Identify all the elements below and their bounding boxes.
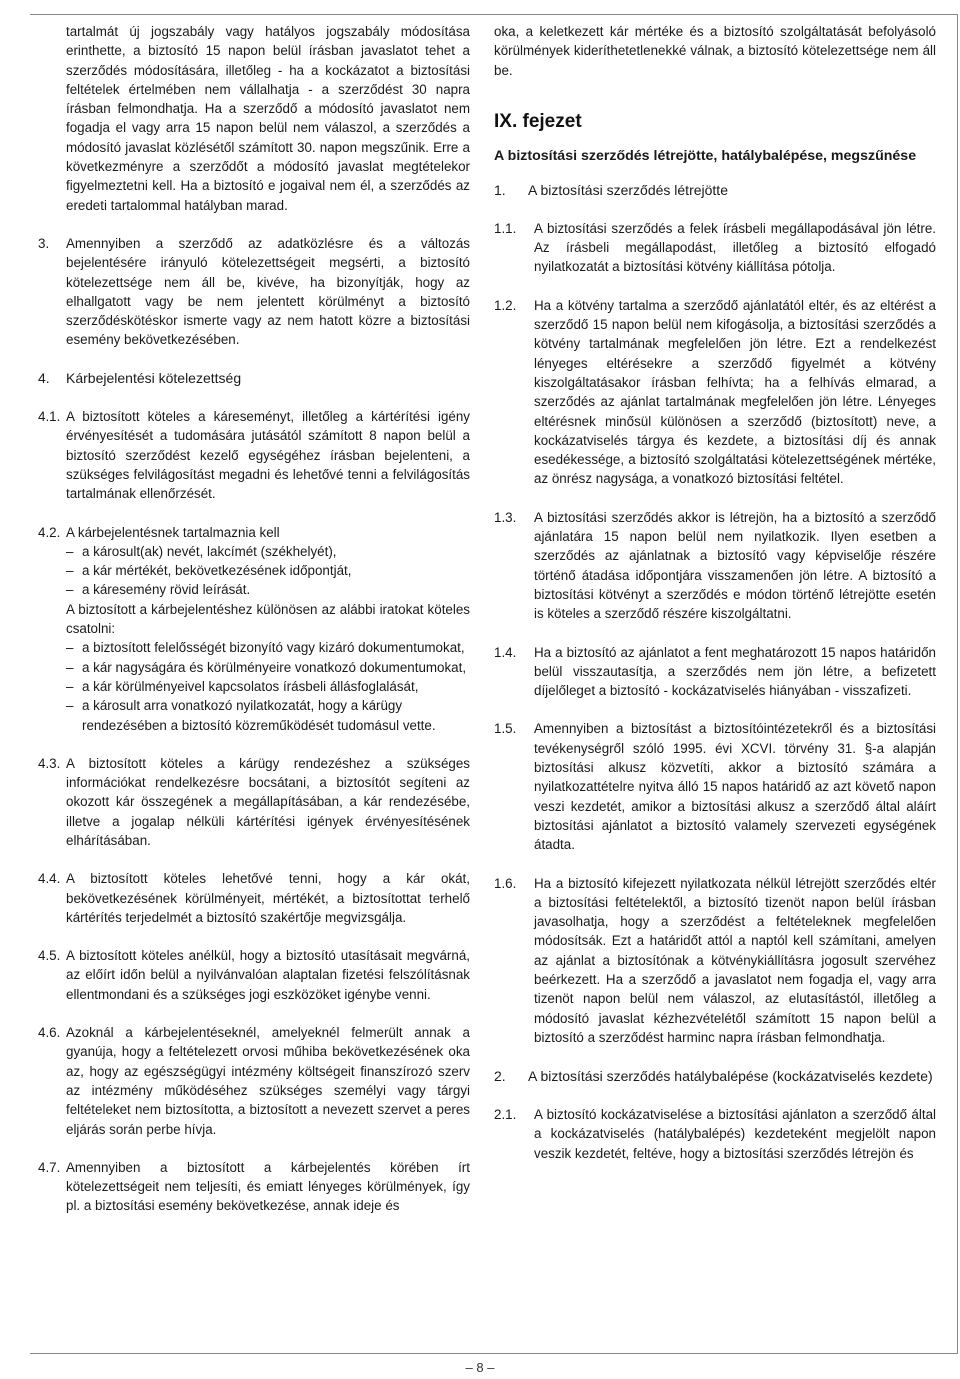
paragraph-4-6: [38, 1023, 470, 1139]
paragraph-text: A biztosító kockázatviselése a biztosítási ajánlaton a szerződő által a kockázatviselés (hatálybalépés) kezdeteként megjelölt napon veszik kezdetét, feltéve, hogy a biztosítási szerződés létrejön és: [534, 1107, 936, 1161]
right-column: [494, 22, 936, 1163]
paragraph-intro-right: oka, a keletkezett kár mértéke és a biztosító szolgáltatását befolyásoló körülmények kideríthetetlenekké válnak, a biztosító kötelezettsége nem áll be.: [494, 24, 936, 78]
page-number: – 8 –: [465, 1360, 495, 1375]
paragraph-number: 4.5.: [38, 948, 61, 964]
list-item: – a kár mértékét, bekövetkezésének időpontját,: [38, 561, 470, 580]
paragraph-text: Ha a biztosító kifejezett nyilatkozata nélkül létrejött szerződés eltér a biztosítási feltételektől, a biztosító tizenöt napon belül írásban javasolhatja, hogy a szerződést a feltételeknek megfelelően módosítsák. Ezt a határidőt attól a naptól kell számítani, amelyen az ajánlat a biztosítónak a kötvénykiállításra jogosult szervéhez beérkezett. Ha a szerződő a javaslatot nem fogadja el, vagy arra tizenöt napon belül nem válaszol, az elutasítástól, illetőleg a módosító javaslat kézhezvételétől számított 15 napon belül a biztosító a szerződést harminc napra írásban felmondhatja.: [534, 875, 936, 1045]
paragraph-text: A biztosított köteles anélkül, hogy a biztosító utasításait megvárná, az előírt időn belül a nyilvánvalóan alaptalan fizetési felszólításnak ellentmondani és a szükséges jogi eszközöket igénybe venni.: [66, 948, 470, 1002]
paragraph-text: Amennyiben a biztosítást a biztosítóintézetekről és a biztosítási tevékenységről szóló 1995. évi XCVI. törvény 31. §-a alapján biztosítási alkusz közvetíti, akkor a biztosító számára a nyilatkozattételre nyitva álló 15 napos határidő az azt követő napon veszi kezdetét, amikor a biztosítási alkusz a szerződő által aláírt biztosítási ajánlatot a biztosító valamely szervezeti egységének átadta.: [534, 721, 936, 853]
paragraph-3: [38, 234, 470, 350]
paragraph-1-5: [494, 719, 936, 854]
paragraph-number: 1.4.: [494, 644, 517, 660]
section-title: A biztosítási szerződés létrejötte: [528, 181, 728, 198]
section-number: 4.: [38, 369, 50, 386]
paragraph-text: Ha a biztosító az ajánlatot a fent meghatározott 15 napos határidőn belül visszautasítja, a szerződés nem jön létre, a befizetett díjelőleget a biztosító - kockázatviselés hiányában - visszafizeti.: [534, 644, 936, 699]
section-title: Kárbejelentési kötelezettség: [66, 369, 242, 386]
paragraph-4-2: [38, 523, 470, 542]
left-column: [38, 22, 470, 1216]
paragraph-1-2: [494, 296, 936, 489]
list-item: – a káresemény rövid leírását.: [38, 580, 470, 599]
paragraph-number: 1.5.: [494, 721, 517, 737]
paragraph-number: 2.1.: [494, 1107, 517, 1123]
section-number: 2.: [494, 1068, 506, 1085]
section-number: 1.: [494, 181, 506, 198]
paragraph-number: 4.7.: [38, 1159, 61, 1175]
list-item: – a kár nagyságára és körülményeire vonatkozó dokumentumokat,: [38, 658, 470, 677]
paragraph-text: Azoknál a kárbejelentéseknél, amelyeknél felmerült annak a gyanúja, hogy a feltételezett orvosi műhiba bekövetkezésének oka az, hogy az egészségügyi intézmény költségeit finanszírozó szerv az intézmény működéséhez szükséges személyi vagy tárgyi feltételeket nem biztosította, a biztosított a nevezett szervet a peres eljárás során perbe hívja.: [66, 1025, 470, 1137]
paragraph-text: A biztosítási szerződés akkor is létrejön, ha a biztosító a szerződő ajánlatára 15 napon belül nem nyilatkozik. Ilyen esetben a szerződés az ajánlatnak a biztosító vagy képviselője részére történő átadása időpontjára visszamenően jön létre. A biztosító a biztosítási kötvényt a szerződés e módon történő létrejötte esetén is köteles a szerződő részére kiszolgáltatni.: [534, 509, 936, 622]
section-heading-1: [494, 180, 936, 200]
paragraph-text: A biztosított a kárbejelentéshez különösen az alábbi iratokat köteles csatolni:: [66, 601, 470, 637]
paragraph-text: A kárbejelentésnek tartalmaznia kell: [66, 524, 280, 540]
paragraph-number: 4.4.: [38, 871, 61, 887]
list-item: – a biztosított felelősségét bizonyító vagy kizáró dokumentumokat,: [38, 638, 470, 657]
paragraph-text: A biztosított köteles lehetővé tenni, hogy a kár okát, bekövetkezésének körülményeit, mértékét, a biztosítottat terhelő kártérítés terjedelmét a biztosító szakértője megvizsgálja.: [66, 871, 470, 925]
paragraph-4-3: [38, 754, 470, 850]
paragraph-1-6: [494, 874, 936, 1048]
paragraph-1-1: [494, 219, 936, 277]
paragraph-2-1: [494, 1105, 936, 1163]
paragraph-text: Ha a kötvény tartalma a szerződő ajánlatától eltér, és az eltérést a szerződő 15 napon belül nem kifogásolja, a biztosítási szerződés a kötvény tartalmának megfelelően jön létre. Ezt a rendelkezést lényeges eltérésekre a szerződő figyelmét a kötvény kiszolgáltatásakor írásban felhívta; ha a felhívás elmarad, a szerződés az ajánlat tartalmának megfelelően jön létre. Lényeges eltérésnek minősül különösen a szerződő (biztosított) neve, a kockázatviselés tárgya és kezdete, a biztosítási díj és annak esedékessége, a biztosító szolgáltatási kötelezettségének mértéke, az önrész nagysága, a vonatkozó biztosítási feltétel.: [534, 297, 936, 487]
paragraph-number: 4.3.: [38, 755, 61, 771]
section-heading-2: [494, 1066, 936, 1086]
paragraph-4-4: [38, 869, 470, 927]
list-item: – a károsult arra vonatkozó nyilatkozatát, hogy a kárügy rendezésében a biztosító közreműködését tudomásul vette.: [38, 696, 470, 735]
list-item: – a károsult(ak) nevét, lakcímét (székhelyét),: [38, 542, 470, 561]
list-item: – a kár körülményeivel kapcsolatos írásbeli állásfoglalását,: [38, 677, 470, 696]
paragraph-intro-left: tartalmát új jogszabály vagy hatályos jogszabály módosítása erinthette, a biztosító 15 napon belül írásban javaslatot tehet a szerződés módosítására, illetőleg - ha a kockázatot a biztosítási feltételek értelmében nem vállalhatja - a szerződést 30 napra írásban felmondhatja. Ha a szerződő a módosító javaslatot nem fogadja el vagy arra 15 napon belül nem válaszol, a szerződés a módosító javaslat közlésétől számított 30. napon megszűnik. Erre a következményre a szerződőt a módosító javaslat megtételekor figyelmeztetni kell. Ha a biztosító e jogaival nem él, a szerződés az eredeti tartalommal hatályban marad.: [66, 24, 470, 213]
section-title: A biztosítási szerződés hatálybalépése (kockázatviselés kezdete): [528, 1068, 933, 1085]
section-heading-4: [38, 369, 470, 388]
paragraph-4-7: [38, 1158, 470, 1216]
chapter-heading: IX. fejezet: [494, 110, 582, 132]
paragraph-number: 4.6.: [38, 1025, 61, 1041]
paragraph-number: 1.2.: [494, 297, 517, 313]
paragraph-number: 1.1.: [494, 220, 517, 236]
paragraph-4-1: [38, 407, 470, 503]
paragraph-number: 4.1.: [38, 409, 61, 425]
paragraph-number: 1.3.: [494, 509, 517, 525]
paragraph-4-5: [38, 946, 470, 1004]
paragraph-text: A biztosítási szerződés a felek írásbeli megállapodásával jön létre. Az írásbeli megállapodást, illetőleg a biztosító elfogadó nyilatkozatát a biztosítási kötvény kiállítása pótolja.: [534, 220, 936, 275]
paragraph-1-3: [494, 508, 936, 624]
chapter-title: A biztosítási szerződés létrejötte, hatálybalépése, megszűnése: [494, 147, 917, 164]
paragraph-number: 4.2.: [38, 524, 61, 540]
paragraph-text: A biztosított köteles a kárügy rendezéshez a szükséges információkat rendelkezésre bocsátani, a biztosítót segíteni az okozott kár összegének a megállapításában, a kár rendezésébe, illetve a jogalap nélküli kártérítési igények érvényesítésének elhárításában.: [66, 755, 470, 848]
paragraph-1-4: [494, 643, 936, 701]
paragraph-text: A biztosított köteles a káreseményt, illetőleg a kártérítési igény érvényesítését a tudomására jutásától számított 8 napon belül a biztosító szerződést kezelő egységéhez írásban bejelenteni, a szükséges felvilágosítást megadni és lehetővé tenni a felvilágosítás tartalmának ellenőrzését.: [66, 409, 470, 502]
paragraph-text: Amennyiben a biztosított a kárbejelentés körében írt kötelezettségeit nem teljesíti, és emiatt lényeges körülmények, így pl. a biztosítási esemény bekövetkezése, annak ideje és: [66, 1159, 470, 1214]
paragraph-number: 3.: [38, 235, 50, 251]
paragraph-number: 1.6.: [494, 875, 517, 891]
paragraph-text: Amennyiben a szerződő az adatközlésre és a változás bejelentésére irányuló kötelezettségeit megsérti, a biztosító kötelezettsége nem áll be, kivéve, ha bizonyítják, hogy az elhallgatott vagy be nem jelentett körülményt a biztosító szerződéskötéskor ismerte vagy az nem hatott közre a biztosítási esemény bekövetkezésében.: [66, 235, 470, 348]
